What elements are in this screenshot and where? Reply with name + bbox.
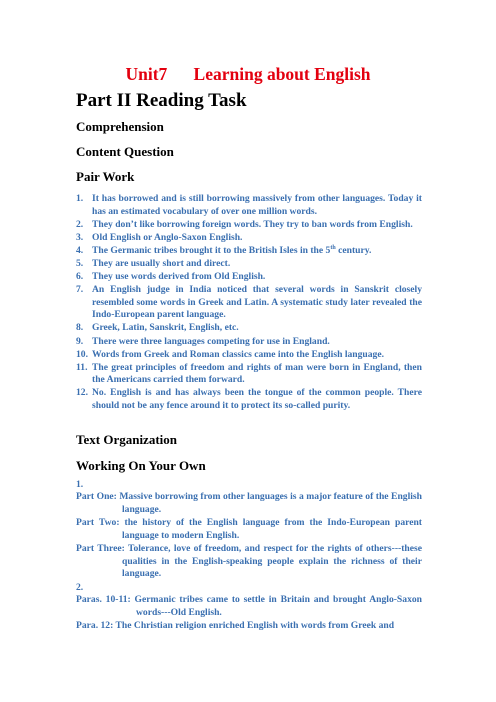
item-number: 4. [76, 244, 84, 256]
item-number: 3. [76, 231, 84, 243]
paras-10-11-text [76, 594, 422, 619]
item-number: 10. [76, 348, 88, 360]
list-item [76, 284, 422, 322]
para-12: Para. 12: The Christian religion enriched English with words from Greek and [76, 620, 395, 631]
item-number: 5. [76, 257, 84, 269]
item-text: They don’t like borrowing foreign words. They try to ban words from English. [92, 218, 413, 230]
item-number: 8. [76, 322, 84, 334]
list-item [76, 362, 422, 387]
list-item [76, 258, 422, 271]
list-item [76, 387, 422, 412]
heading-working-on-your-own: Working On Your Own [76, 458, 206, 473]
para-12-text [76, 620, 422, 633]
list-item [76, 193, 422, 218]
item-text: It has borrowed and is still borrowing massively from other languages. Today it has an estimated vocabulary of over one million words. [92, 193, 422, 217]
list-item [76, 336, 422, 349]
item-number: 6. [76, 271, 84, 283]
part-three: Part Three: Tolerance, love of freedom, and respect for the rights of others---these qualities in the English-speaking people explain the richness of their language. [76, 543, 422, 580]
item-text: Old English or Anglo-Saxon English. [92, 231, 243, 243]
list-item [76, 219, 422, 232]
part-two: Part Two: the history of the English language from the Indo-European parent language to modern English. [76, 517, 422, 541]
item-2-label: 2. [76, 582, 84, 593]
item-1-label: 1. [76, 479, 84, 490]
heading-pair-work: Pair Work [76, 169, 135, 184]
superscript: th [330, 244, 336, 251]
list-item [76, 245, 422, 258]
item-number: 9. [76, 335, 84, 347]
item-number: 12. [76, 387, 88, 399]
paras-10-11: Paras. 10-11: Germanic tribes came to settle in Britain and brought Anglo-Saxon words---Old English. [76, 594, 422, 618]
item-text: There were three languages competing for use in England. [92, 335, 330, 347]
item-number: 1. [76, 193, 84, 204]
heading-content-question: Content Question [76, 144, 174, 159]
item-text-tail: century. [335, 244, 372, 256]
part-one: Part One: Massive borrowing from other languages is a major feature of the English language. [76, 491, 422, 515]
list-item [76, 271, 422, 284]
item-text: They use words derived from Old English. [92, 271, 266, 283]
item-text: Greek, Latin, Sanskrit, English, etc. [92, 322, 239, 334]
heading-comprehension: Comprehension [76, 119, 164, 134]
list-item [76, 322, 422, 335]
item-number: 2. [76, 218, 84, 230]
unit-title: Unit7 Learning about English [125, 64, 371, 84]
item-text: Words from Greek and Roman classics came into the English language. [92, 348, 384, 360]
part-title: Part II Reading Task [76, 90, 247, 111]
item-text: The great principles of freedom and rights of man were born in England, then the Americans carried them forward. [92, 361, 422, 386]
list-item [76, 232, 422, 245]
pair-work-answer-list [76, 193, 422, 413]
part-three-text [76, 543, 422, 581]
item-text: No. English is and has always been the tongue of the common people. There should not be any fence around it to protect its so-called purity. [92, 387, 422, 411]
item-text: An English judge in India noticed that several words in Sanskrit closely resembled some words in Greek and Latin. A systematic study later revealed the Indo-European parent language. [92, 284, 422, 321]
part-one-text [76, 491, 422, 516]
item-text: The Germanic tribes brought it to the British Isles in the 5 [92, 244, 331, 256]
list-item [76, 349, 422, 362]
heading-text-organization: Text Organization [76, 432, 177, 447]
item-number: 7. [76, 284, 84, 296]
item-number: 11. [76, 361, 88, 373]
item-text: They are usually short and direct. [92, 257, 231, 269]
part-two-text [76, 517, 422, 542]
